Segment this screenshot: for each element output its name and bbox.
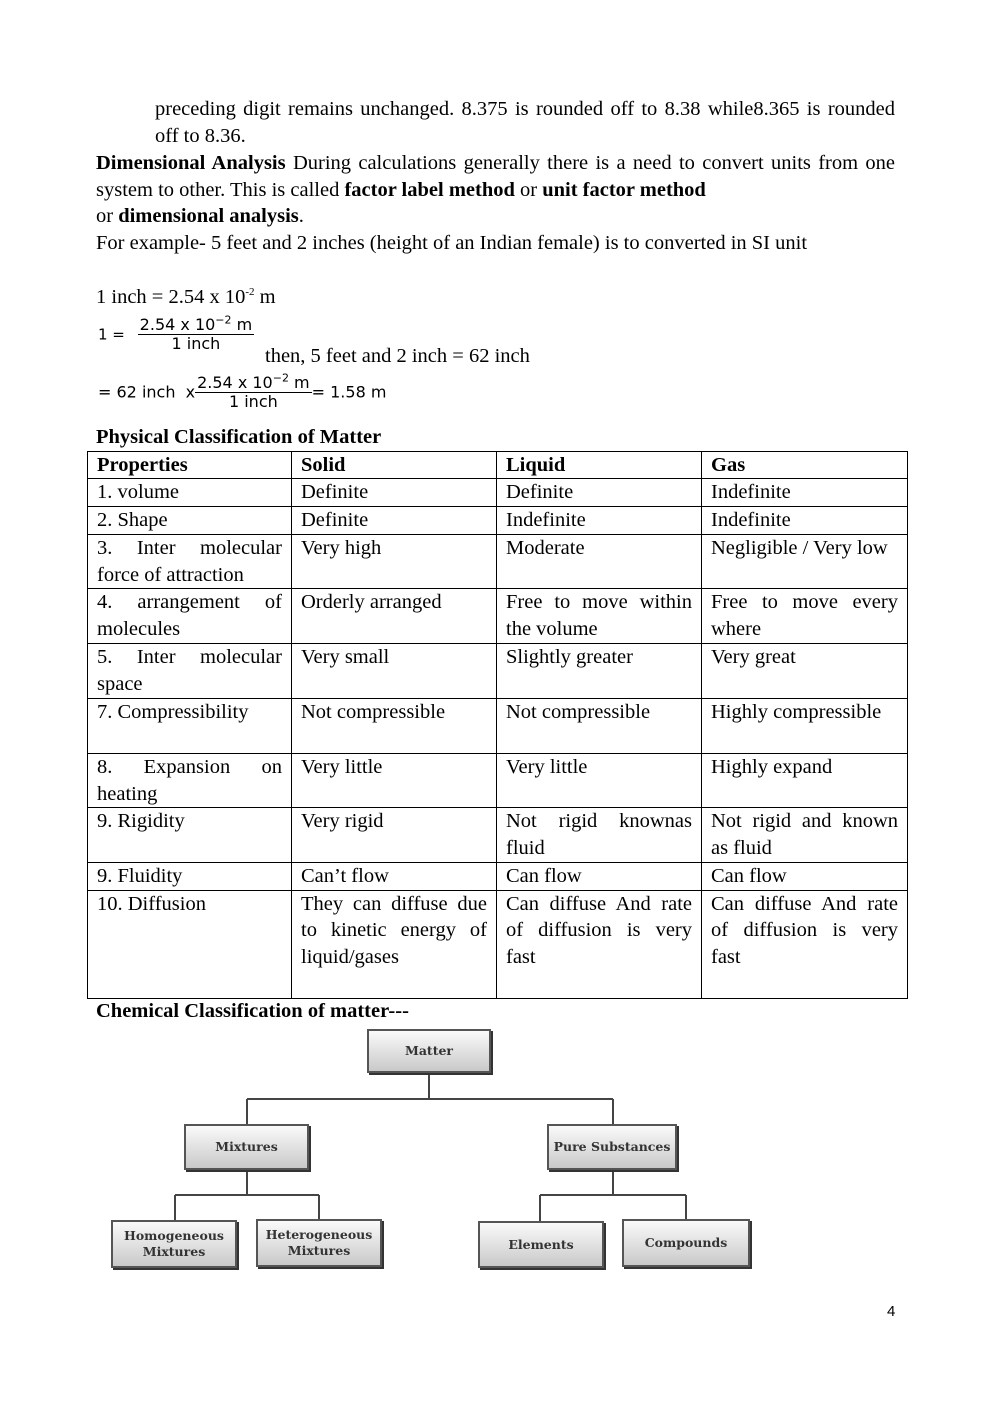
- physical-heading: Physical Classification of Matter: [96, 426, 382, 448]
- term-unit-factor: unit factor method: [542, 178, 706, 201]
- chemical-heading: Chemical Classification of matter---: [96, 1000, 409, 1022]
- column-header: Properties: [88, 452, 292, 479]
- table-cell: 9. Rigidity: [88, 808, 292, 862]
- table-cell: 4. arrangement of molecules: [88, 589, 292, 644]
- eq-rhs: = 1.58 m: [311, 382, 387, 402]
- eq-lhs: 1 =: [98, 325, 125, 344]
- column-header: Solid: [292, 452, 497, 479]
- equation-2-then: then, 5 feet and 2 inch = 62 inch: [265, 345, 530, 367]
- table-cell: Not compressible: [292, 698, 497, 753]
- table-cell: 10. Diffusion: [88, 890, 292, 998]
- table-cell: Slightly greater: [497, 644, 702, 698]
- eq-text: 1 inch = 2.54 x 10: [96, 286, 246, 308]
- table-cell: Indefinite: [702, 507, 908, 535]
- table-cell: Not rigid and known as fluid: [702, 808, 908, 862]
- node-matter: Matter: [367, 1029, 491, 1073]
- column-header: Gas: [702, 452, 908, 479]
- table-cell: Orderly arranged: [292, 589, 497, 644]
- rounding-paragraph: preceding digit remains unchanged. 8.375 is rounded off to 8.38 while8.365 is rounded off to 8.36.: [155, 98, 895, 147]
- table-cell: Highly expand: [702, 753, 908, 807]
- table-cell: 8. Expansion on heating: [88, 753, 292, 807]
- frac-unit: m: [288, 373, 310, 392]
- table-cell: Free to move within the volume: [497, 589, 702, 644]
- table-cell: 2. Shape: [88, 507, 292, 535]
- node-heterogeneous-mixtures: Heterogeneous Mixtures: [256, 1219, 382, 1267]
- dimensional-heading: Dimensional Analysis: [96, 152, 286, 174]
- dimensional-analysis-paragraph: Dimensional Analysis During calculations generally there is a need to convert units from one system to other. This is called factor label method or unit factor method or dimensional analysis.: [96, 152, 895, 228]
- table-cell: Can flow: [702, 862, 908, 890]
- table-cell: Highly compressible: [702, 698, 908, 753]
- table-cell: 3. Inter molecular force of attraction: [88, 535, 292, 589]
- table-cell: Indefinite: [497, 507, 702, 535]
- eq-lhs: = 62 inch x: [98, 382, 196, 402]
- node-mixtures: Mixtures: [184, 1124, 309, 1170]
- frac-den: 1 inch: [171, 334, 221, 353]
- table-cell: Can flow: [497, 862, 702, 890]
- example-paragraph: For example- 5 feet and 2 inches (height of an Indian female) is to converted in SI unit: [96, 232, 808, 254]
- node-homogeneous-mixtures: Homogeneous Mixtures: [111, 1220, 237, 1268]
- table-cell: They can diffuse due to kinetic energy of liquid/gases: [292, 890, 497, 998]
- term-dimensional-analysis: dimensional analysis: [118, 205, 299, 228]
- table-cell: Definite: [292, 479, 497, 507]
- node-pure-substances: Pure Substances: [547, 1124, 677, 1170]
- table-cell: Very small: [292, 644, 497, 698]
- node-elements: Elements: [478, 1221, 604, 1268]
- table-cell: Definite: [292, 507, 497, 535]
- table-cell: Can diffuse And rate of diffusion is very fast: [497, 890, 702, 998]
- table-cell: Very high: [292, 535, 497, 589]
- frac-num: 2.54 x 10: [139, 315, 216, 334]
- table-cell: Not compressible: [497, 698, 702, 753]
- table-cell: Free to move every where: [702, 589, 908, 644]
- frac-exp: −2: [272, 371, 289, 385]
- table-cell: Can diffuse And rate of diffusion is very fast: [702, 890, 908, 998]
- text: or: [514, 178, 543, 201]
- table-cell: 5. Inter molecular space: [88, 644, 292, 698]
- table-cell: Definite: [497, 479, 702, 507]
- node-compounds: Compounds: [622, 1219, 750, 1267]
- column-header: Liquid: [497, 452, 702, 479]
- table-cell: Can’t flow: [292, 862, 497, 890]
- eq-exponent: -2: [245, 286, 255, 299]
- table-cell: Indefinite: [702, 479, 908, 507]
- frac-unit: m: [231, 315, 253, 334]
- text: During calculations generally there is a need to convert units from one system to other. This is called: [96, 152, 895, 201]
- table-cell: 1. volume: [88, 479, 292, 507]
- table-cell: Very great: [702, 644, 908, 698]
- table-cell: 7. Compressibility: [88, 698, 292, 753]
- table-cell: Very little: [292, 753, 497, 807]
- text: .: [298, 205, 304, 228]
- table-cell: Very rigid: [292, 808, 497, 862]
- table-cell: Moderate: [497, 535, 702, 589]
- frac-num: 2.54 x 10: [197, 373, 273, 392]
- table-cell: 9. Fluidity: [88, 862, 292, 890]
- frac-den: 1 inch: [228, 392, 278, 411]
- table-cell: Very little: [497, 753, 702, 807]
- table-cell: Not rigid knownas fluid: [497, 808, 702, 862]
- frac-exp: −2: [215, 313, 232, 327]
- table-cell: Negligible / Very low: [702, 535, 908, 589]
- eq-unit: m: [254, 286, 276, 308]
- term-factor-label: factor label method: [344, 178, 515, 201]
- page-number: 4: [887, 1303, 896, 1320]
